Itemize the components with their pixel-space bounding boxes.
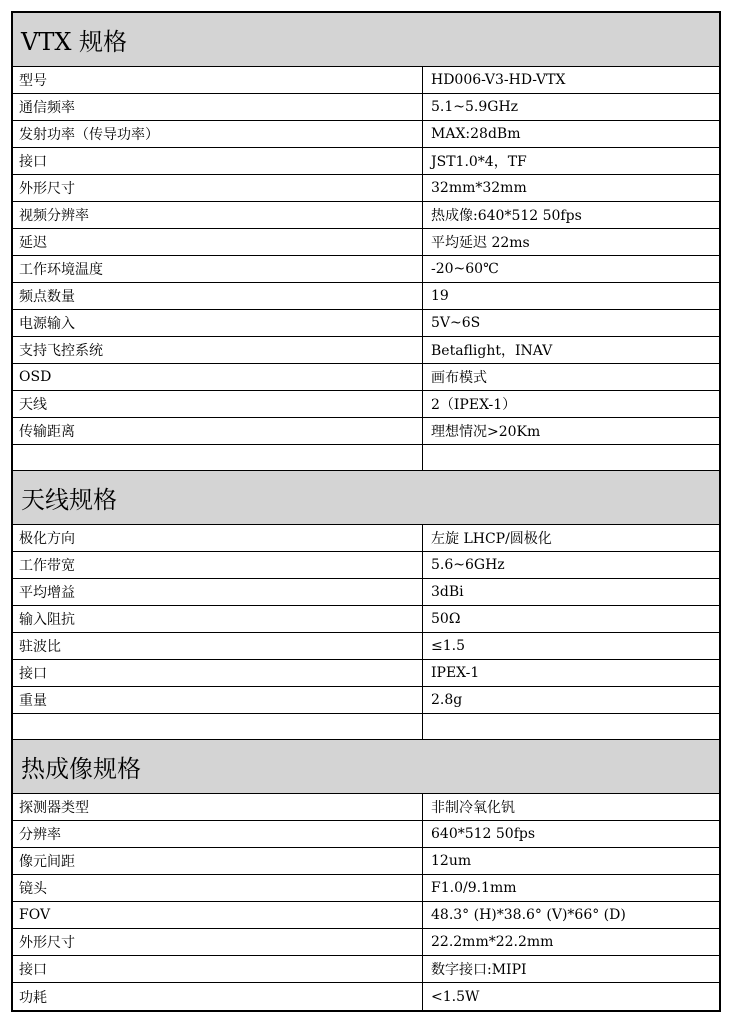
section-title: 天线规格 xyxy=(21,486,117,514)
spec-value: 画布模式 xyxy=(431,370,487,386)
table-row xyxy=(13,337,719,364)
spec-value xyxy=(423,714,719,739)
spec-label: 外形尺寸 xyxy=(13,175,423,201)
spec-value: 非制冷氧化钒 xyxy=(431,800,515,816)
table-row xyxy=(13,418,719,445)
spec-label: 像元间距 xyxy=(13,848,423,874)
spec-label: 重量 xyxy=(13,687,423,713)
spec-label xyxy=(13,445,423,470)
spec-value: 左旋 LHCP/圆极化 xyxy=(431,531,552,547)
spec-value: 2（IPEX-1） xyxy=(431,397,517,413)
spec-value: JST1.0*4，TF xyxy=(431,154,527,170)
spec-value: ≤1.5 xyxy=(431,638,465,654)
spec-label: 外形尺寸 xyxy=(13,929,423,955)
table-row xyxy=(13,660,719,687)
blank-row xyxy=(13,445,719,471)
table-row xyxy=(13,364,719,391)
spec-value: 22.2mm*22.2mm xyxy=(431,934,554,950)
spec-label: 平均增益 xyxy=(13,579,423,605)
table-row xyxy=(13,794,719,821)
spec-label: 延迟 xyxy=(13,229,423,255)
spec-value: 5V~6S xyxy=(431,315,481,331)
section-header-antenna xyxy=(13,471,719,525)
spec-value: 640*512 50fps xyxy=(431,826,536,842)
spec-label: 发射功率（传导功率） xyxy=(13,121,423,147)
spec-value: F1.0/9.1mm xyxy=(431,880,517,896)
table-row xyxy=(13,67,719,94)
spec-value: 热成像:640*512 50fps xyxy=(431,208,582,224)
spec-value: 19 xyxy=(431,288,449,304)
spec-value: 2.8g xyxy=(431,692,463,708)
spec-label: 接口 xyxy=(13,148,423,174)
table-row xyxy=(13,929,719,956)
table-row xyxy=(13,848,719,875)
spec-value: 5.6~6GHz xyxy=(431,557,505,573)
spec-label: 镜头 xyxy=(13,875,423,901)
spec-label: 输入阻抗 xyxy=(13,606,423,632)
spec-label: 探测器类型 xyxy=(13,794,423,820)
spec-value: IPEX-1 xyxy=(431,665,480,681)
table-row xyxy=(13,983,719,1010)
table-row xyxy=(13,821,719,848)
spec-label: OSD xyxy=(13,364,423,390)
spec-label: 电源输入 xyxy=(13,310,423,336)
section-header-vtx xyxy=(13,13,719,67)
table-row xyxy=(13,283,719,310)
spec-value xyxy=(423,445,719,470)
spec-value: 平均延迟 22ms xyxy=(431,235,530,251)
table-row xyxy=(13,310,719,337)
table-row xyxy=(13,94,719,121)
spec-value: HD006-V3-HD-VTX xyxy=(431,72,566,88)
table-row xyxy=(13,579,719,606)
spec-label: 型号 xyxy=(13,67,423,93)
spec-label: 分辨率 xyxy=(13,821,423,847)
spec-value: 3dBi xyxy=(431,584,464,600)
blank-row xyxy=(13,714,719,740)
table-row xyxy=(13,391,719,418)
table-row xyxy=(13,633,719,660)
section-header-thermal xyxy=(13,740,719,794)
spec-value: 48.3° (H)*38.6° (V)*66° (D) xyxy=(431,907,626,923)
spec-value: MAX:28dBm xyxy=(431,126,521,142)
table-row xyxy=(13,229,719,256)
spec-label: 通信频率 xyxy=(13,94,423,120)
spec-value: 12um xyxy=(431,853,472,869)
section-title: VTX 规格 xyxy=(21,28,128,56)
spec-label: 传输距离 xyxy=(13,418,423,444)
table-row xyxy=(13,121,719,148)
spec-label: 频点数量 xyxy=(13,283,423,309)
table-row xyxy=(13,256,719,283)
spec-label: 天线 xyxy=(13,391,423,417)
spec-label: 工作带宽 xyxy=(13,552,423,578)
spec-label xyxy=(13,714,423,739)
table-row xyxy=(13,525,719,552)
spec-value: 32mm*32mm xyxy=(431,180,527,196)
table-row xyxy=(13,175,719,202)
spec-label: 接口 xyxy=(13,660,423,686)
spec-label: 驻波比 xyxy=(13,633,423,659)
spec-value: -20~60℃ xyxy=(431,261,499,277)
table-row xyxy=(13,687,719,714)
spec-label: FOV xyxy=(13,902,423,928)
section-title: 热成像规格 xyxy=(21,755,141,783)
table-row xyxy=(13,606,719,633)
spec-label: 支持飞控系统 xyxy=(13,337,423,363)
table-row xyxy=(13,902,719,929)
spec-value: 50Ω xyxy=(431,611,461,627)
spec-value: 5.1~5.9GHz xyxy=(431,99,519,115)
spec-value: 数字接口:MIPI xyxy=(431,962,527,978)
spec-label: 视频分辨率 xyxy=(13,202,423,228)
table-row xyxy=(13,875,719,902)
table-row xyxy=(13,148,719,175)
table-row xyxy=(13,956,719,983)
spec-value: Betaflight，INAV xyxy=(431,343,553,359)
spec-label: 极化方向 xyxy=(13,525,423,551)
spec-value: 理想情况>20Km xyxy=(431,424,541,440)
spec-label: 工作环境温度 xyxy=(13,256,423,282)
spec-label: 接口 xyxy=(13,956,423,982)
spec-label: 功耗 xyxy=(13,983,423,1010)
table-row xyxy=(13,202,719,229)
spec-value: <1.5W xyxy=(431,988,480,1005)
spec-sheet xyxy=(11,11,721,1012)
table-row xyxy=(13,552,719,579)
